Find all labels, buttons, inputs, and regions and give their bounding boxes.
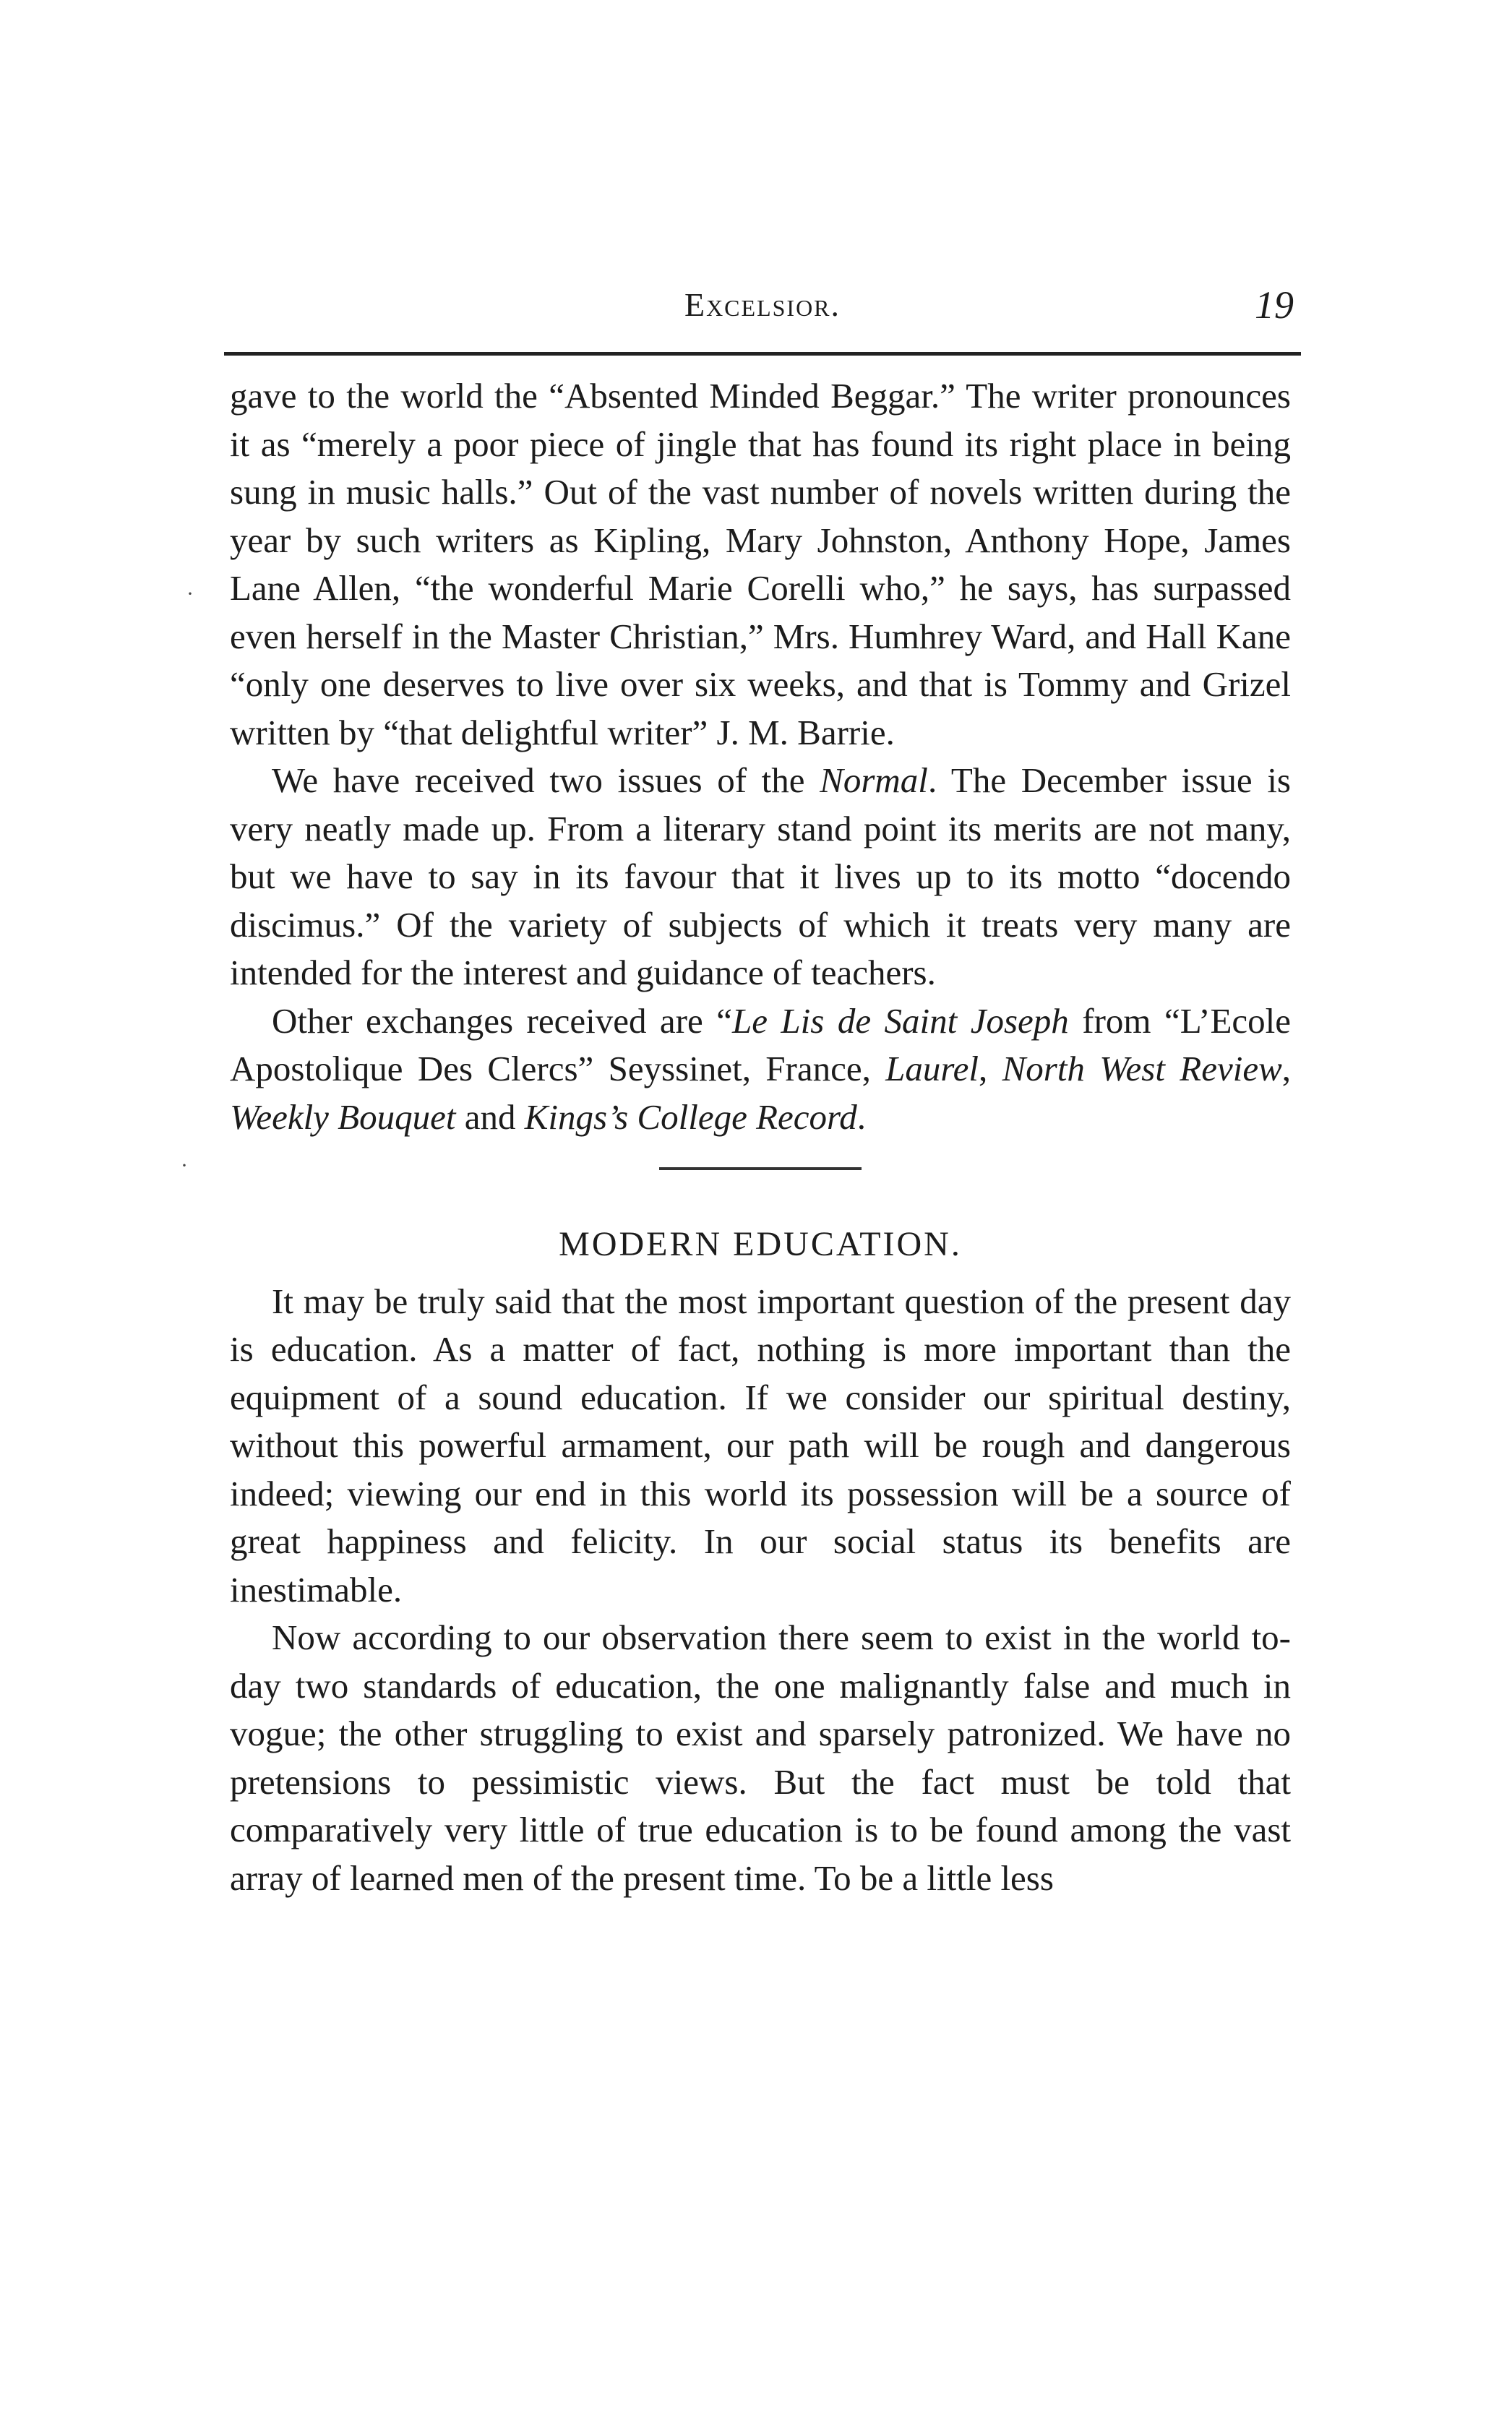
exchange-title: Kings’s College Record	[524, 1096, 857, 1137]
page-number: 19	[1255, 283, 1294, 327]
exchanges-paragraph	[230, 997, 1291, 1142]
normal-pre: We have received two issues of the	[272, 760, 820, 800]
exchange-title: North West Review	[1002, 1049, 1282, 1088]
running-title: Excelsior.	[684, 286, 841, 323]
paragraph: Now according to our observation there seem to exist in the world to-day two standards of education, the one malignantly false and much in vogue; the other struggling to exist and sparsely patronized. We have no pretensions to pessimistic views. But the fact must be told that comparatively very little of true education is to be found among the vast array of learned men of the present time. To be a little less	[230, 1617, 1291, 1898]
paragraph: It may be truly said that the most important question of the present day is education. As a matter of fact, nothing is more important than the equipment of a sound education. If we consider our spiritual destiny, without this powerful armament, our path will be rough and dangerous indeed; viewing our end in this world its possession will be a source of great happiness and felicity. In our social status its benefits are inestimable.	[230, 1281, 1291, 1610]
section-title: MODERN EDUCATION.	[559, 1225, 962, 1263]
paragraph: gave to the world the “Absented Minded Beggar.” The writer pronounces it as “merely a poor piece of jingle that has found its right place in being sung in music halls.” Out of the vast number of novels written during the year by such writers as Kipling, Mary Johnston, Anthony Hope, James Lane Allen, “the wonderful Marie Corelli who,” he says, has surpassed even herself in the Master Christian,” Mrs. Humhrey Ward, and Hall Kane “only one deserves to live over six weeks, and that is Tommy and Grizel written by “that delightful writer” J. M. Barrie.	[230, 376, 1291, 752]
normal-title: Normal	[820, 760, 928, 800]
margin-mark: ·	[186, 582, 194, 606]
margin-mark: ·	[181, 1153, 188, 1177]
exchange-title: Weekly Bouquet	[230, 1096, 456, 1137]
exchange-title: Le Lis de Saint Joseph	[731, 1000, 1069, 1041]
paragraph	[230, 757, 1291, 997]
body-text	[230, 372, 1291, 1902]
exchanges-text: from “L’Ecole Apostolique Des Clercs” Seyssinet, France,	[230, 1000, 1292, 1088]
exchanges-text: .	[856, 1096, 867, 1137]
page-header	[224, 285, 1301, 343]
exchanges-text: ,	[979, 1049, 1002, 1088]
exchanges-text: and	[455, 1096, 525, 1137]
normal-post: . The December issue is very neatly made up. From a literary stand point its merits are not many, but we have to say in its favour that it lives up to its motto “docendo discimus.” Of the variety of subjects of which it treats very many are intended for the interest and guidance of teachers.	[230, 760, 1291, 992]
section-divider	[659, 1167, 862, 1170]
exchanges-text: ,	[1281, 1049, 1292, 1088]
exchanges-lead: Other exchanges received are “	[272, 1000, 732, 1041]
exchange-title: Laurel	[885, 1049, 979, 1088]
header-rule	[224, 352, 1301, 356]
